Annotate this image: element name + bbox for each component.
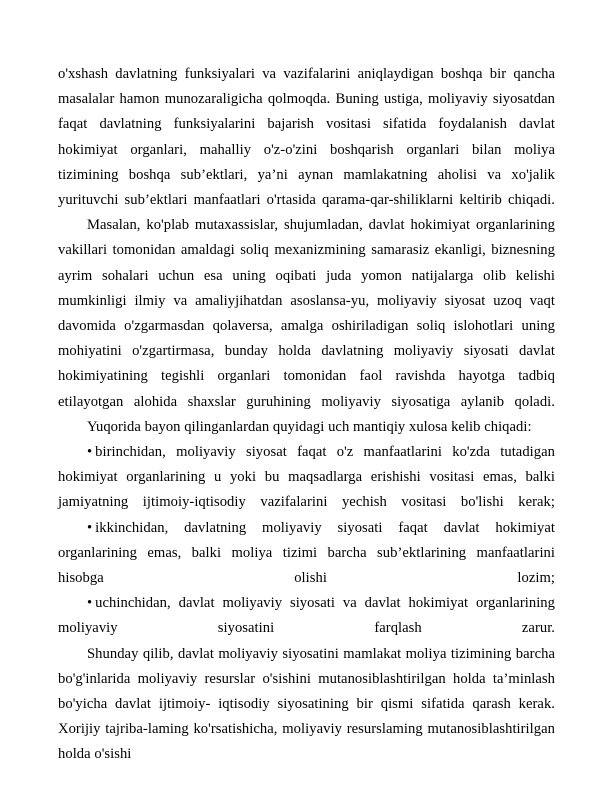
document-text-column xyxy=(58,62,555,768)
list-item-text: uchinchidan, davlat moliyaviy siyosati va davlat hokimiyat organlarining moliyaviy siyosatini farqlash zarur. xyxy=(58,595,555,637)
bullet-glyph: • xyxy=(87,444,96,461)
paragraph-shunday-qilib: Shunday qilib, davlat moliyaviy siyosatini mamlakat moliya tizimining barcha bo'g'inlarida moliyaviy resurslar o'sishini mutanosiblashtirilgan holda ta’minlash bo'yicha davlat ijtimoiy- iqtisodiy siyosatining bir qismi sifatida qarash kerak. Xorijiy tajriba-laming ko'rsatishicha, moliyaviy resurslaming mutanosiblashtirilgan holda o'sishi xyxy=(58,645,555,763)
list-item-text: ikkinchidan, davlatning moliyaviy siyosati faqat davlat hokimiyat organlarining emas, balki moliya tizimi barcha sub’ektlarining manfaatlarini hisobga olishi lozim; xyxy=(58,519,555,587)
bullet-glyph: • xyxy=(87,595,96,612)
paragraph-yuqorida-intro: Yuqorida bayon qilinganlardan quyidagi uch mantiqiy xulosa kelib chiqadi: xyxy=(87,418,532,435)
bullet-glyph: • xyxy=(87,519,96,536)
list-item-uchinchidan xyxy=(58,591,555,641)
paragraph-continuation: o'xshash davlatning funksiyalari va vazifalarini aniqlaydigan boshqa bir qancha masalalar hamon munozaraligicha qolmoqda. Buning ustiga, moliyaviy siyosatdan faqat davlatning funksiyalarini bajarish vositasi sifatida foydalanish davlat hokimiyat organlari, mahalliy o'z-o'zini boshqarish organlari bilan moliya tizimining boshqa sub’ektlari, ya’ni aynan mamlakatning aholisi va xo'jalik yurituvchi sub’ektlari manfaatlari o'rtasida qarama-qar-shiliklarni keltirib chiqadi. xyxy=(58,66,555,209)
list-item-birinchidan xyxy=(58,440,555,516)
list-item-text: birinchidan, moliyaviy siyosat faqat o'z manfaatlarini ko'zda tutadigan hokimiyat organlarining u yoki bu maqsadlarga erishishi vositasi emas, balki jamiyatning ijtimoiy-iqtisodiy vazifalarini yechish vositasi bo'lishi kerak; xyxy=(58,444,555,511)
paragraph-masalan: Masalan, ko'plab mutaxassislar, shujumladan, davlat hokimiyat organlarining vakillari tomonidan amaldagi soliq mexanizmining samarasiz ekanligi, biznesning ayrim sohalari uchun esa uning oqibati juda yomon natijalarga olib kelishi mumkinligi ilmiy va amaliyjihatdan asoslansa-yu, moliyaviy siyosat uzoq vaqt davomida o'zgarmasdan qolaversa, amalga oshiriladigan soliq islohotlari uning mohiyatini o'zgartirmasa, bunday holda davlatning moliyaviy siyosati davlat hokimiyatining tegishli organlari tomonidan faol ravishda hayotga tadbiq etilayotgan alohida shaxslar guruhining moliyaviy siyosatiga aylanib qoladi. xyxy=(58,217,555,410)
list-item-ikkinchidan xyxy=(58,516,555,592)
